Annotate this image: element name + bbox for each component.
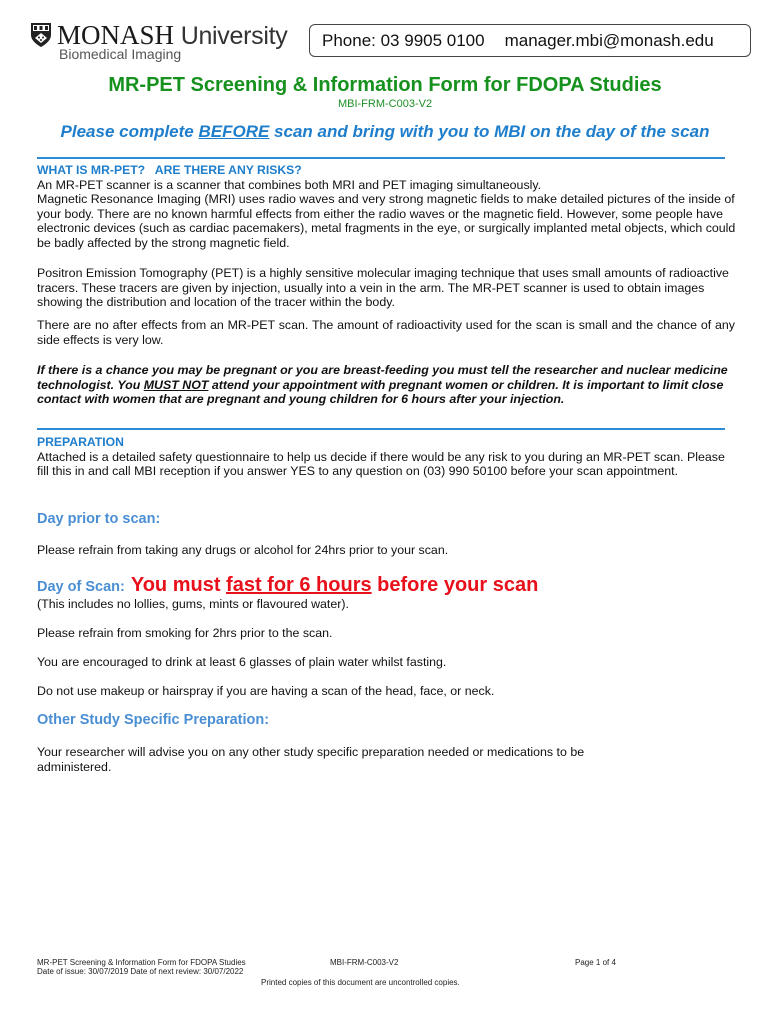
footer-doc-title: MR-PET Screening & Information Form for FDOPA Studies — [37, 958, 246, 967]
footer-dates: Date of issue: 30/07/2019 Date of next review: 30/07/2022 — [37, 967, 244, 976]
warning-emphasis: MUST NOT — [143, 377, 209, 392]
list-item: Please refrain from smoking for 2hrs prior to the scan. — [37, 626, 333, 640]
section-divider — [37, 428, 725, 430]
heading-other-preparation: Other Study Specific Preparation: — [37, 712, 270, 728]
monash-crest-icon — [30, 22, 52, 48]
footer-disclaimer: Printed copies of this document are uncontrolled copies. — [261, 978, 460, 987]
paragraph: (This includes no lollies, gums, mints or flavoured water). — [37, 597, 349, 611]
list-item: You are encouraged to drink at least 6 glasses of plain water whilst fasting. — [37, 655, 447, 669]
contact-phone: Phone: 03 9905 0100 — [322, 30, 485, 50]
instruction-banner: Please complete BEFORE scan and bring with you to MBI on the day of the scan — [60, 122, 710, 141]
fasting-alert: You must fast for 6 hours before your scan — [130, 574, 539, 596]
footer-code: MBI-FRM-C003-V2 — [330, 958, 399, 967]
paragraph: Attached is a detailed safety questionnaire to help us decide if there would be any risk to you during an MR-PET scan. Please fill this in and call MBI reception if you answer YES to any question on (03) 990 50100 before your scan appointment. — [37, 449, 725, 479]
paragraph: Magnetic Resonance Imaging (MRI) uses radio waves and very strong magnetic fields to make detailed pictures of the inside of your body. There are no known harmful effects from either the radio waves or the magnetic field. However, some people have electronic devices (such as cardiac pacemakers), metal fragments in the eye, or surgically implanted metal objects, which could be badly affected by the strong magnetic field. — [37, 192, 736, 250]
logo-division: Biomedical Imaging — [59, 46, 182, 62]
section-preparation — [37, 435, 737, 479]
paragraph-pet: Positron Emission Tomography (PET) is a highly sensitive molecular imaging technique that uses small amounts of radioactive tracers. These tracers are given by injection, usually into a vein in the arm. The MR-PET scanner is used to obtain images showing the distribution and location of the tracer within the body. — [37, 266, 729, 310]
page-title: MR-PET Screening & Information Form for FDOPA Studies — [108, 74, 662, 96]
paragraph: Your researcher will advise you on any other study specific preparation needed or medications to be administered. — [37, 745, 585, 774]
banner-emphasis: BEFORE — [198, 122, 270, 141]
section-what-is-mr-pet — [37, 163, 737, 251]
heading-day-of-scan: Day of Scan: You must fast for 6 hours before your scan — [37, 574, 539, 596]
paragraph: An MR-PET scanner is a scanner that combines both MRI and PET imaging simultaneously. — [37, 177, 542, 192]
paragraph: Please refrain from taking any drugs or alcohol for 24hrs prior to your scan. — [37, 543, 449, 557]
section-heading: PREPARATION — [37, 435, 124, 449]
monash-logo — [30, 20, 290, 62]
section-divider — [37, 157, 725, 159]
contact-box — [309, 24, 751, 57]
logo-wordmark: MONASH University — [57, 20, 288, 50]
pregnancy-warning: If there is a chance you may be pregnant or you are breast-feeding you must tell the researcher and nuclear medicine technologist. You MUST NOT attend your appointment with pregnant women or children. It is important to limit close contact with women that are pregnant and young children for 6 hours after your injection. — [37, 363, 728, 407]
paragraph-after-effects: There are no after effects from an MR-PET scan. The amount of radioactivity used for the scan is small and the chance of any side effects is very low. — [37, 318, 735, 347]
contact-email[interactable]: manager.mbi@monash.edu — [504, 30, 714, 50]
list-item: Do not use makeup or hairspray if you are having a scan of the head, face, or neck. — [37, 684, 495, 698]
heading-day-prior: Day prior to scan: — [37, 511, 161, 527]
footer-page-number: Page 1 of 4 — [575, 958, 616, 967]
section-heading: WHAT IS MR-PET? ARE THERE ANY RISKS? — [37, 163, 302, 177]
form-code: MBI-FRM-C003-V2 — [337, 98, 433, 110]
